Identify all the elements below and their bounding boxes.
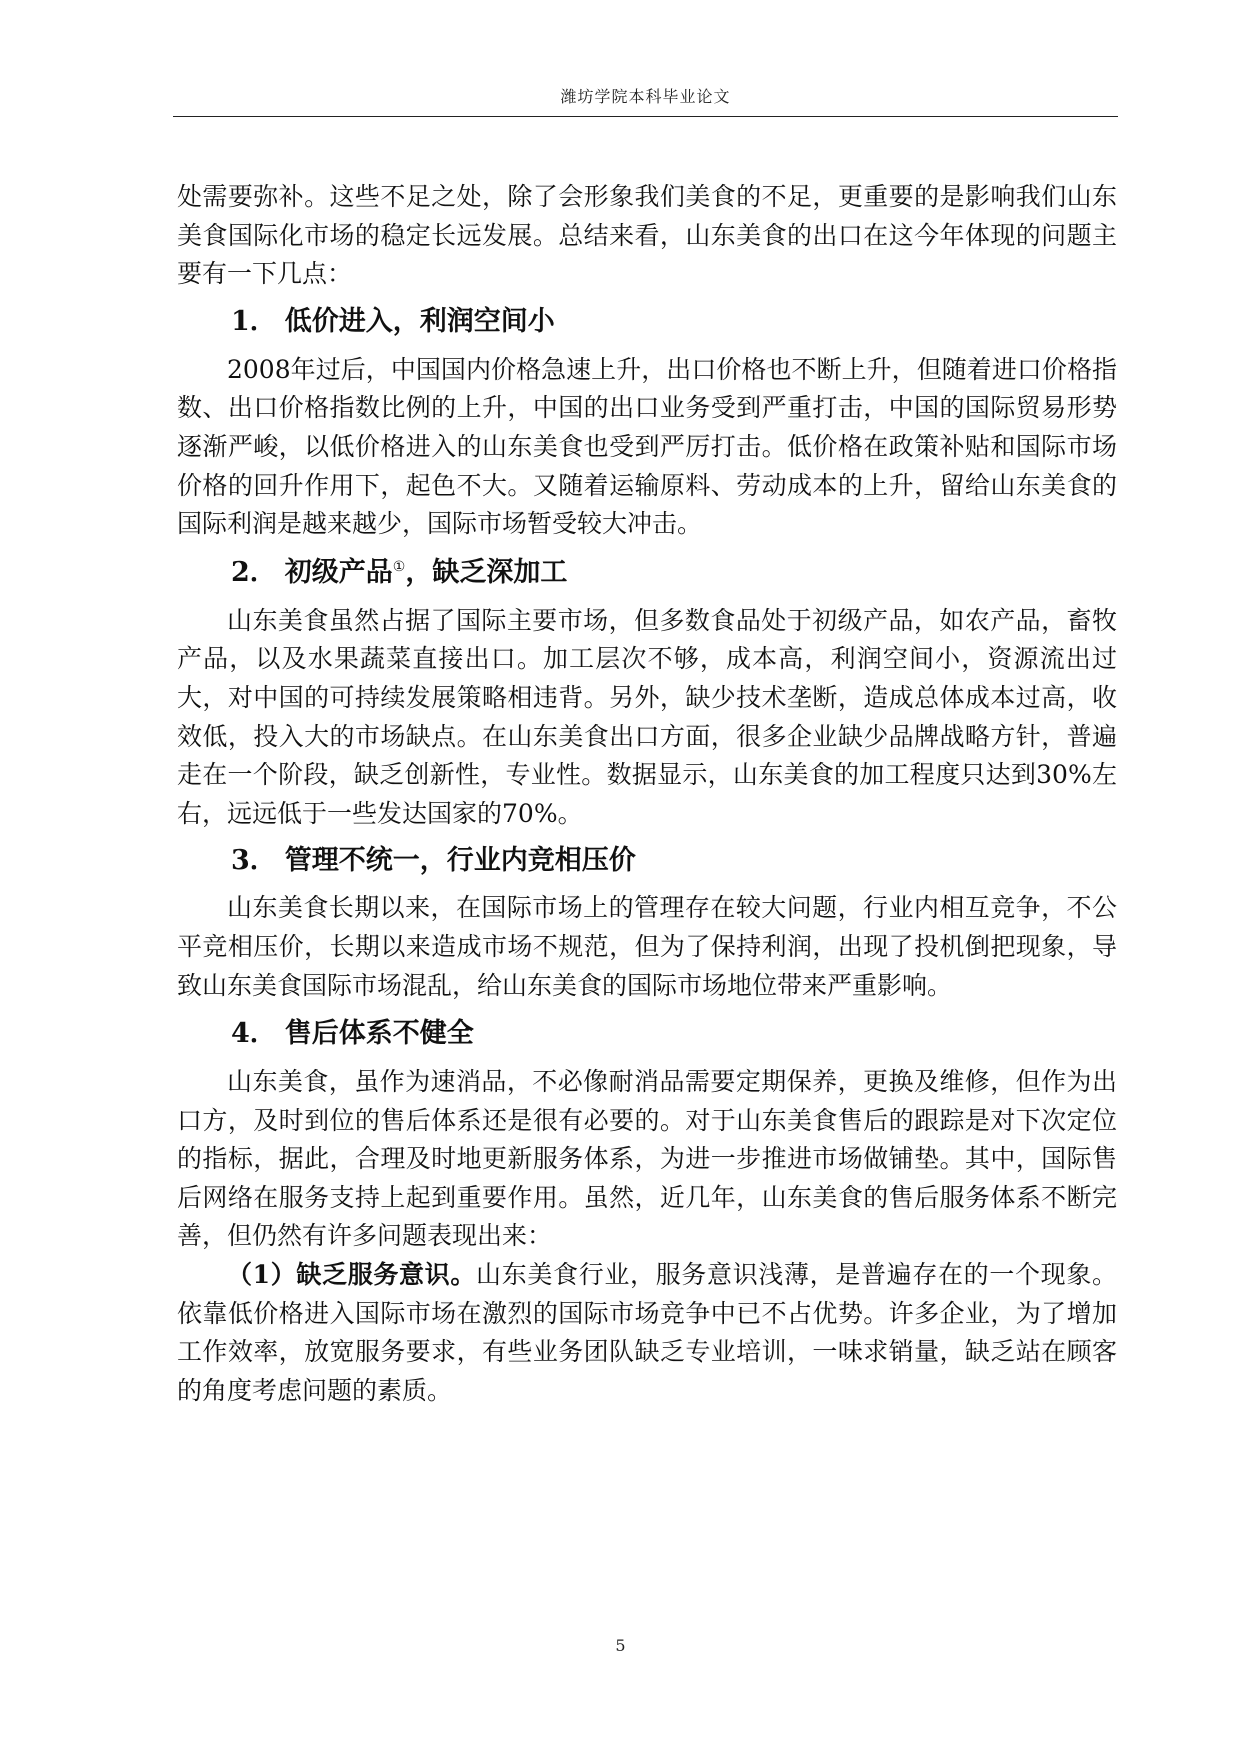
page-number: 5: [615, 1636, 626, 1655]
section-title: 售后体系不健全: [284, 1018, 474, 1050]
section-title: 低价进入，利润空间小: [284, 305, 555, 337]
list-item-1: [177, 1256, 1117, 1410]
section-body-4: 山东美食，虽作为速消品，不必像耐消品需要定期保养，更换及维修，但作为出口方，及时到位的售后体系还是很有必要的。对于山东美食售后的跟踪是对下次定位的指标，据此，合理及时地更新服务体系，为进一步推进市场做铺垫。其中，国际售后网络在服务支持上起到重要作用。虽然，近几年，山东美食的售后服务体系不断完善，但仍然有许多问题表现出来：: [177, 1067, 1117, 1251]
section-heading-1: [177, 303, 1117, 341]
intro-paragraph: 处需要弥补。这些不足之处，除了会形象我们美食的不足，更重要的是影响我们山东美食国际化市场的稳定长远发展。总结来看，山东美食的出口在这今年体现的问题主要有一下几点：: [177, 182, 1117, 289]
section-title-cont: ，缺乏深加工: [405, 556, 568, 588]
section-title: 管理不统一，行业内竞相压价: [284, 845, 636, 877]
list-item-lead: （1）缺乏服务意识。: [227, 1260, 477, 1290]
section-body-1: 2008年过后，中国国内价格急速上升，出口价格也不断上升，但随着进口价格指数、出口价格指数比例的上升，中国的出口业务受到严重打击，中国的国际贸易形势逐渐严峻，以低价格进入的山东美食也受到严厉打击。低价格在政策补贴和国际市场价格的回升作用下，起色不大。又随着运输原料、劳动成本的上升，留给山东美食的国际利润是越来越少，国际市场暂受较大冲击。: [177, 354, 1117, 539]
section-title: 初级产品: [284, 556, 393, 588]
section-number: 1．: [231, 305, 277, 337]
section-number: 4．: [231, 1018, 277, 1050]
section-number: 2．: [231, 556, 277, 588]
running-header: 潍坊学院本科毕业论文: [560, 87, 731, 106]
section-number: 3．: [231, 845, 277, 877]
section-heading-3: [177, 842, 1117, 880]
header-rule: [173, 116, 1118, 117]
list-item-text: 山东美食行业，服务意识浅薄，是普遍存在的一个现象。依靠低价格进入国际市场在激烈的国际市场竞争中已不占优势。许多企业，为了增加工作效率，放宽服务要求，有些业务团队缺乏专业培训，一味求销量，缺乏站在顾客的角度考虑问题的素质。: [177, 1260, 1117, 1405]
page-body: [177, 178, 1117, 1410]
footnote-marker[interactable]: ①: [392, 558, 406, 575]
section-body-2: 山东美食虽然占据了国际主要市场，但多数食品处于初级产品，如农产品，畜牧产品，以及水果蔬菜直接出口。加工层次不够，成本高，利润空间小，资源流出过大，对中国的可持续发展策略相违背。另外，缺少技术垄断，造成总体成本过高，收效低，投入大的市场缺点。在山东美食出口方面，很多企业缺少品牌战略方针，普遍走在一个阶段，缺乏创新性，专业性。数据显示，山东美食的加工程度只达到30%左右，远远低于一些发达国家的70%。: [177, 605, 1117, 828]
section-heading-2: [177, 554, 1117, 592]
section-body-3: 山东美食长期以来，在国际市场上的管理存在较大问题，行业内相互竞争，不公平竞相压价，长期以来造成市场不规范，但为了保持利润，出现了投机倒把现象，导致山东美食国际市场混乱，给山东美食的国际市场地位带来严重影响。: [177, 893, 1117, 1000]
section-heading-4: [177, 1015, 1117, 1053]
